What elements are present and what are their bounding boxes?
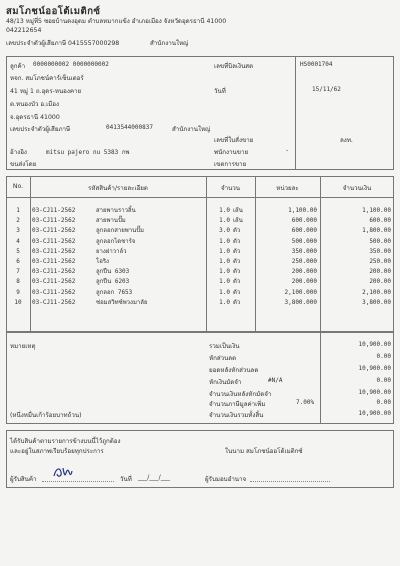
- row-amount: 1,800.00: [362, 227, 391, 235]
- row-amount: 200.00: [369, 268, 391, 276]
- receive-date-label: วันที่: [120, 476, 132, 483]
- doc-number: HS0001704: [300, 61, 333, 68]
- row-qty: 1.0: [219, 278, 230, 286]
- row-description: ยางฝาวาล์ว: [96, 247, 127, 255]
- doc-date: 15/11/62: [312, 86, 341, 93]
- row-description: ลูกลอกไดชาร์จ: [96, 237, 136, 245]
- table-row: [6, 247, 394, 257]
- row-amount: 1,100.00: [362, 207, 391, 214]
- receiver-signature-line: [42, 481, 114, 482]
- row-no: 3: [16, 227, 20, 235]
- row-code: 03-CJ11-2562: [32, 258, 76, 266]
- header-amount: จำนวนเงิน: [342, 185, 372, 192]
- reference-label: อ้างอิง: [10, 149, 27, 156]
- after-deposit-value: 10,900.00: [358, 389, 391, 396]
- customer-tax-id: 0413544000837: [106, 124, 153, 131]
- ship-by-label: ขนส่งโดย: [10, 161, 37, 168]
- row-description: สายพานราวลิ้น: [96, 207, 136, 214]
- customer-name: หจก. สมโภชน์คาร์เซ็นเตอร์: [10, 75, 84, 82]
- customer-code-label: ลูกค้า: [10, 63, 26, 70]
- row-code: 03-CJ11-2562: [32, 227, 76, 235]
- row-unit: ตัว: [233, 227, 241, 235]
- row-price: 200.000: [291, 278, 317, 286]
- row-unit: ตัว: [233, 268, 241, 276]
- row-code: 03-CJ11-2562: [32, 298, 76, 306]
- reference-value: mitsu pajero nu 5383 กพ: [46, 149, 130, 156]
- sales-area-label: เขตการขาย: [214, 161, 247, 168]
- order-number-value: ลงท.: [340, 137, 353, 144]
- table-row: [6, 237, 394, 247]
- row-code: 03-CJ11-2562: [32, 207, 76, 214]
- row-qty: 1.0: [219, 268, 230, 276]
- row-price: 2,100.000: [284, 288, 317, 296]
- header-description: รหัสสินค้า/รายละเอียด: [88, 185, 148, 192]
- row-description: สายพานปั๊ม: [96, 217, 126, 225]
- row-no: 8: [16, 278, 20, 286]
- row-price: 600.000: [291, 217, 317, 225]
- table-row: [6, 257, 394, 267]
- customer-box-divider: [295, 56, 296, 170]
- customer-code: 0000000002 0000000002: [33, 61, 109, 68]
- after-deposit-label: จำนวนเงินหลังหักมัดจำ: [209, 391, 272, 398]
- received-note-2: และอยู่ในสภาพเรียบร้อยทุกประการ: [10, 448, 104, 455]
- grand-total-label: จำนวนเงินรวมทั้งสิ้น: [209, 412, 264, 419]
- company-name: สมโภชน์ออโต้เมติกซ์: [6, 6, 101, 17]
- row-no: 6: [16, 258, 20, 266]
- table-row: [6, 216, 394, 226]
- receiver-label: ผู้รับสินค้า: [10, 476, 37, 483]
- remark-label: หมายเหตุ: [10, 343, 36, 350]
- company-address: 48/13 หมู่ที่5 ซอยบ้านดงอุดม ตำบลหมากแข้ง อำเภอเมือง จังหวัดอุดรธานี 41000: [6, 18, 227, 25]
- salesman-value: -: [286, 147, 289, 154]
- row-description: ลูกปืน 6303: [96, 268, 130, 276]
- row-code: 03-CJ11-2562: [32, 237, 76, 245]
- table-row: [6, 226, 394, 236]
- row-unit: เส้น: [233, 217, 243, 225]
- received-note-1: ได้รับสินค้าตามรายการข้างบนนี้ไว้ถูกต้อง: [10, 438, 121, 445]
- authorized-signature-line: [250, 481, 330, 482]
- deposit-note: #N/A: [268, 377, 283, 384]
- row-qty: 1.0: [219, 217, 230, 225]
- subtotal-label: รวมเป็นเงิน: [209, 343, 240, 350]
- order-number-label: เลขที่ใบสั่งขาย: [214, 137, 254, 144]
- row-unit: ตัว: [233, 258, 241, 266]
- row-code: 03-CJ11-2562: [32, 268, 76, 276]
- row-price: 350.000: [291, 247, 317, 255]
- table-row: [6, 267, 394, 277]
- row-code: 03-CJ11-2562: [32, 247, 76, 255]
- row-no: 2: [16, 217, 20, 225]
- row-amount: 2,100.00: [362, 288, 391, 296]
- customer-address-2: ต.หนองบัว อ.เมือง: [10, 101, 60, 108]
- row-qty: 1.0: [219, 207, 230, 214]
- row-unit: ตัว: [233, 298, 241, 306]
- salesman-label: พนักงานขาย: [214, 149, 249, 156]
- row-price: 500.000: [291, 237, 317, 245]
- customer-address-3: จ.อุดรธานี 41000: [10, 114, 60, 121]
- doc-number-label: เลขที่บิลเงินสด: [214, 63, 254, 70]
- row-price: 250.000: [291, 258, 317, 266]
- row-unit: ตัว: [233, 278, 241, 286]
- on-behalf-of: ในนาม สมโภชน์ออโต้เมติกซ์: [225, 448, 303, 455]
- header-quantity: จำนวน: [220, 185, 241, 192]
- deposit-label: หักเงินมัดจำ: [209, 379, 242, 386]
- row-qty: 1.0: [219, 298, 230, 306]
- row-unit: ตัว: [233, 237, 241, 245]
- row-price: 1,100.00: [288, 207, 317, 214]
- row-amount: 600.00: [369, 217, 391, 225]
- items-header-divider: [6, 197, 394, 198]
- items-table: [6, 206, 394, 308]
- header-unit-price: หน่วยละ: [276, 185, 299, 192]
- row-description: ลูกลอก 7653: [96, 288, 133, 296]
- subtotal-value: 10,900.00: [358, 341, 391, 348]
- row-unit: ตัว: [233, 247, 241, 255]
- row-amount: 350.00: [369, 247, 391, 255]
- discount-label: หักส่วนลด: [209, 355, 237, 362]
- row-price: 200.000: [291, 268, 317, 276]
- row-no: 4: [16, 237, 20, 245]
- row-description: ซ่อมสวิทซ์พวงมาลัย: [96, 298, 148, 306]
- after-discount-label: ยอดหลังหักส่วนลด: [209, 367, 259, 374]
- customer-tax-label: เลขประจำตัวผู้เสียภาษี: [10, 126, 71, 133]
- amount-in-words: (หนึ่งหมื่นเก้าร้อยบาทถ้วน): [10, 412, 82, 419]
- row-no: 10: [14, 298, 22, 306]
- customer-address-1: 41 หมู่ 1 ถ.อุดร-หนองคาย: [10, 88, 82, 95]
- vat-value: 0.00: [376, 399, 391, 406]
- vat-rate: 7.00%: [296, 399, 315, 406]
- row-qty: 1.0: [219, 288, 230, 296]
- table-row: [6, 298, 394, 308]
- row-description: โอริง: [96, 258, 109, 266]
- table-row: [6, 288, 394, 298]
- row-amount: 200.00: [369, 278, 391, 286]
- deposit-value: 0.00: [376, 377, 391, 384]
- row-price: 3,800.000: [284, 298, 317, 306]
- row-amount: 3,800.00: [362, 298, 391, 306]
- row-qty: 1.0: [219, 247, 230, 255]
- row-code: 03-CJ11-2562: [32, 278, 76, 286]
- after-discount-value: 10,900.00: [358, 365, 391, 372]
- row-qty: 3.0: [219, 227, 230, 235]
- row-code: 03-CJ11-2562: [32, 217, 76, 225]
- vat-label: จำนวนภาษีมูลค่าเพิ่ม: [209, 401, 266, 408]
- row-amount: 250.00: [369, 258, 391, 266]
- row-no: 1: [16, 207, 20, 214]
- discount-value: 0.00: [376, 353, 391, 360]
- row-qty: 1.0: [219, 237, 230, 245]
- receive-date-blank: ___/___/___: [138, 474, 171, 481]
- table-row: [6, 206, 394, 216]
- row-unit: เส้น: [233, 207, 243, 214]
- row-price: 600.000: [291, 227, 317, 235]
- row-unit: ตัว: [233, 288, 241, 296]
- row-no: 9: [16, 288, 20, 296]
- doc-date-label: วันที่: [214, 88, 226, 95]
- company-branch: สำนักงานใหญ่: [150, 40, 189, 47]
- table-row: [6, 277, 394, 287]
- receiver-signature: [52, 464, 74, 480]
- authorized-label: ผู้รับมอบอำนาจ: [205, 476, 247, 483]
- company-phone: 042212654: [6, 27, 42, 34]
- header-no: No.: [12, 183, 24, 190]
- row-description: ลูกลอกสายพานปั๊ม: [96, 227, 144, 235]
- customer-branch: สำนักงานใหญ่: [172, 126, 211, 133]
- row-no: 5: [16, 247, 20, 255]
- row-code: 03-CJ11-2562: [32, 288, 76, 296]
- row-qty: 1.0: [219, 258, 230, 266]
- grand-total-value: 10,900.00: [358, 410, 391, 417]
- row-description: ลูกปืน 6203: [96, 278, 130, 286]
- row-amount: 500.00: [369, 237, 391, 245]
- row-no: 7: [16, 268, 20, 276]
- company-tax-id: เลขประจำตัวผู้เสียภาษี 0415557000298: [6, 40, 120, 47]
